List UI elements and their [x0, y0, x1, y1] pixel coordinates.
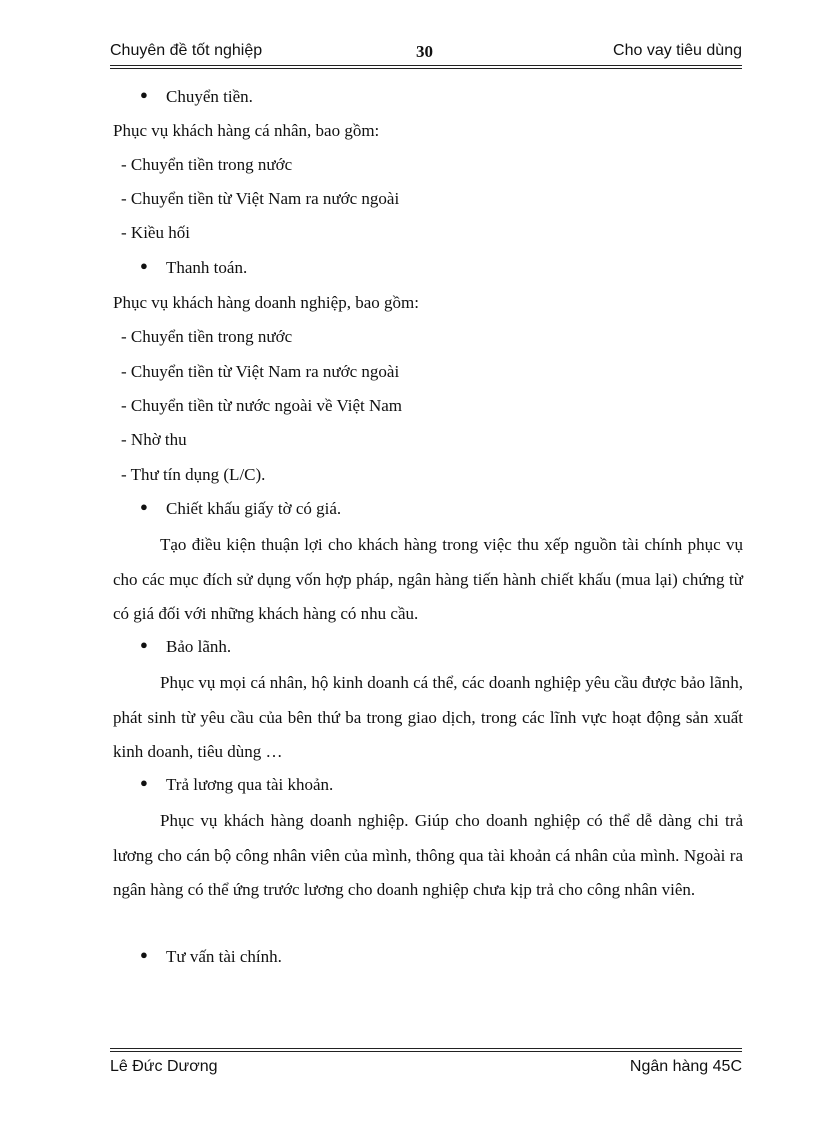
header-right-title: Cho vay tiêu dùng	[613, 42, 742, 59]
footer-author: Lê Đức Dương	[110, 1058, 218, 1075]
bullet-label: Thanh toán.	[166, 258, 248, 277]
list-item: - Chuyển tiền trong nước	[121, 155, 293, 174]
header-rule-bottom	[110, 68, 742, 69]
bullet-label: Tư vấn tài chính.	[166, 947, 282, 966]
bullet-label: Bảo lãnh.	[166, 637, 232, 656]
list-item: - Chuyển tiền trong nước	[121, 327, 293, 346]
list-item: - Chuyển tiền từ nước ngoài về Việt Nam	[121, 396, 403, 415]
list-item: - Nhờ thu	[121, 430, 187, 449]
footer-rule-top	[110, 1048, 742, 1049]
footer-class: Ngân hàng 45C	[629, 1058, 742, 1075]
header-rule-top	[110, 65, 742, 66]
paragraph: Phục vụ khách hàng doanh nghiệp. Giúp cho doanh nghiệp có thể dễ dàng chi trả lương cho cán bộ công nhân viên của mình, thông qua tài khoản cá nhân của mình. Ngoài ra ngân hàng có thể ứng trước lương cho doanh nghiệp chưa kịp trả cho công nhân viên.	[113, 811, 743, 899]
header-left-title: Chuyên đề tốt nghiệp	[110, 42, 263, 59]
intro-text: Phục vụ khách hàng doanh nghiệp, bao gồm:	[113, 293, 419, 312]
page-number: 30	[416, 42, 433, 61]
intro-text: Phục vụ khách hàng cá nhân, bao gồm:	[113, 121, 380, 140]
paragraph: Tạo điều kiện thuận lợi cho khách hàng trong việc thu xếp nguồn tài chính phục vụ cho các mục đích sử dụng vốn hợp pháp, ngân hàng tiến hành chiết khấu (mua lại) chứng từ có giá đối với những khách hàng có nhu cầu.	[113, 535, 743, 623]
bullet-label: Chiết khấu giấy tờ có giá.	[166, 499, 342, 518]
bullet-icon: ●	[140, 87, 148, 102]
bullet-icon: ●	[140, 499, 148, 514]
page-header	[110, 40, 742, 64]
page-footer	[110, 1058, 742, 1082]
bullet-icon: ●	[140, 947, 148, 962]
list-item: - Chuyển tiền từ Việt Nam ra nước ngoài	[121, 189, 400, 208]
bullet-label: Trả lương qua tài khoản.	[166, 775, 334, 794]
bullet-icon: ●	[140, 258, 148, 273]
list-item: - Thư tín dụng (L/C).	[121, 465, 266, 484]
bullet-icon: ●	[140, 637, 148, 652]
bullet-icon: ●	[140, 775, 148, 790]
paragraph: Phục vụ mọi cá nhân, hộ kinh doanh cá thể, các doanh nghiệp yêu cầu được bảo lãnh, phát sinh từ yêu cầu của bên thứ ba trong giao dịch, trong các lĩnh vực hoạt động sản xuất kinh doanh, tiêu dùng …	[113, 673, 743, 761]
list-item: - Kiều hối	[121, 223, 190, 242]
list-item: - Chuyển tiền từ Việt Nam ra nước ngoài	[121, 362, 400, 381]
bullet-label: Chuyển tiền.	[166, 87, 253, 106]
footer-rule-bottom	[110, 1051, 742, 1052]
